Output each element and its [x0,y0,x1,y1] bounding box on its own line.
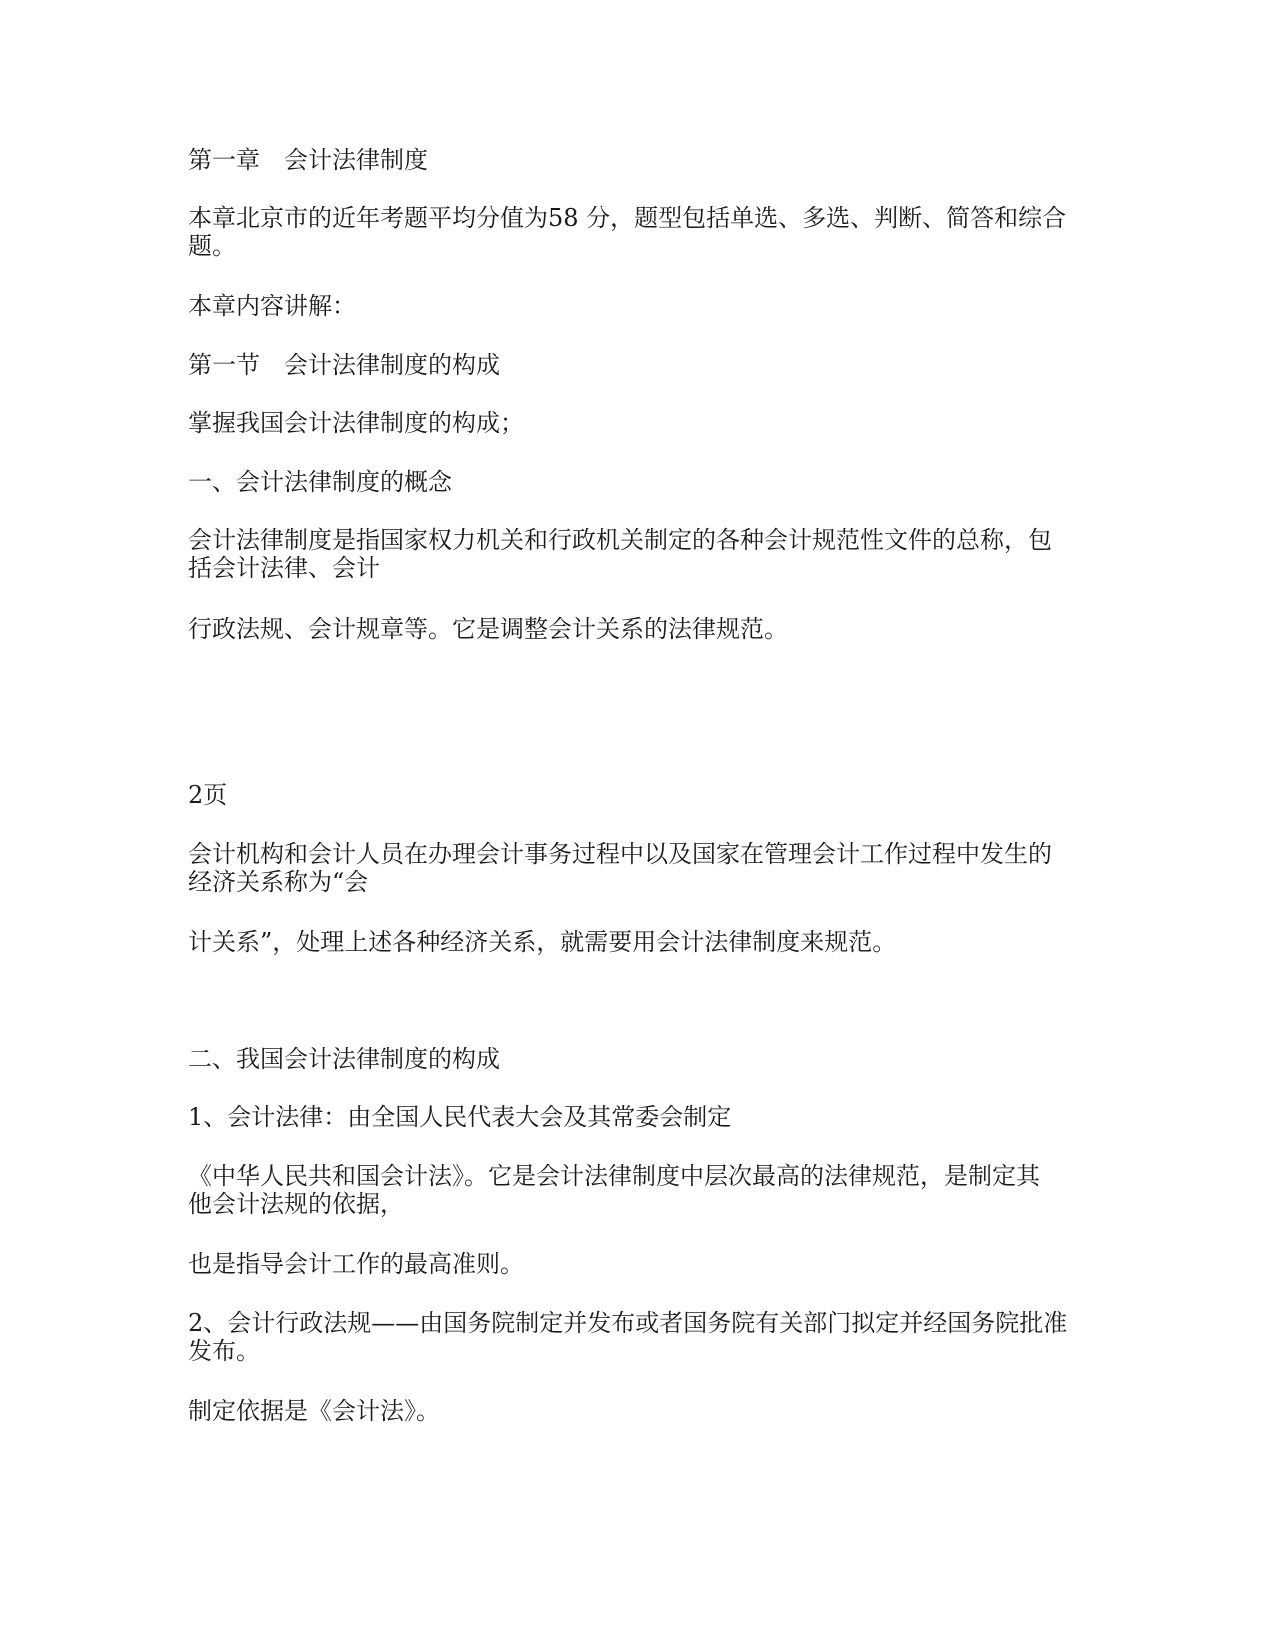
concept-paragraph-1-line-1: 会计法律制度是指国家权力机关和行政机关制定的各种会计规范性文件的总称，包 [188,526,1052,554]
relation-paragraph-1-line-2: 经济关系称为“会 [188,868,369,896]
item-1-paragraph-1 [188,1162,1098,1218]
concept-paragraph-1-line-2: 括会计法律、会计 [188,554,380,582]
chapter-intro-line-1: 本章北京市的近年考题平均分值为58 分，题型包括单选、多选、判断、简答和综合 [188,204,1067,232]
item-2-title-line-1: 2、会计行政法规——由国务院制定并发布或者国务院有关部门拟定并经国务院批准 [188,1309,1068,1337]
item-1-title: 1、会计法律：由全国人民代表大会及其常委会制定 [188,1103,732,1131]
page-marker: 2页 [188,781,228,809]
item-2-title [188,1309,1098,1365]
item-1-paragraph-1-line-2: 他会计法规的依据， [188,1190,404,1218]
chapter-title: 第一章 会计法律制度 [188,146,428,174]
relation-paragraph-1-line-1: 会计机构和会计人员在办理会计事务过程中以及国家在管理会计工作过程中发生的 [188,840,1052,868]
concept-paragraph-1 [188,526,1098,582]
chapter-intro [188,204,1098,260]
concept-paragraph-2: 行政法规、会计规章等。它是调整会计关系的法律规范。 [188,615,788,643]
heading-concept: 一、会计法律制度的概念 [188,468,452,496]
chapter-intro-line-2: 题。 [188,232,236,260]
item-1-paragraph-2: 也是指导会计工作的最高准则。 [188,1250,524,1278]
section-title: 第一节 会计法律制度的构成 [188,351,500,379]
item-1-paragraph-1-line-1: 《中华人民共和国会计法》。它是会计法律制度中层次最高的法律规范，是制定其 [188,1162,1040,1190]
relation-paragraph-2: 计关系”，处理上述各种经济关系，就需要用会计法律制度来规范。 [188,928,897,956]
content-heading: 本章内容讲解： [188,292,356,320]
heading-structure: 二、我国会计法律制度的构成 [188,1045,500,1073]
item-2-title-line-2: 发布。 [188,1337,260,1365]
section-goal: 掌握我国会计法律制度的构成； [188,409,524,437]
item-2-basis: 制定依据是《会计法》。 [188,1397,440,1425]
relation-paragraph-1 [188,840,1098,896]
